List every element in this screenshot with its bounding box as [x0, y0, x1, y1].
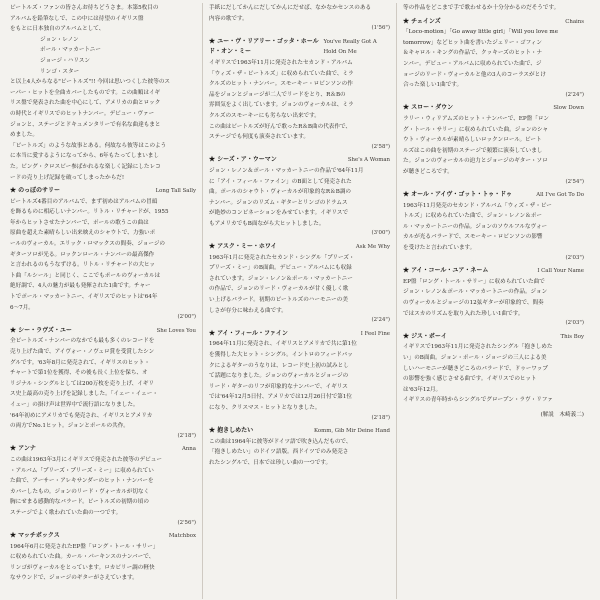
song-description-line: 胸にせまる感動的なバラード。ビートルズの初期の頃の: [10, 499, 149, 506]
song-description-line: の両方でNo.1ヒット。ジョンとポールの共作。: [10, 423, 129, 430]
song-description-line: チャートで第1位を獲得、その後も長く上位を保ち、オ: [10, 370, 148, 377]
song-duration: (2'18"): [371, 414, 390, 421]
song-description-line: 絶好調で、4人の魅力が最も発揮された1曲です。チャー: [10, 283, 151, 290]
song-description-line: なサウンドで、ジョージのギターがさえています。: [10, 575, 138, 582]
song-description-line: ＆キャロル・キングの作品で、クッキーズのヒット・ナ: [403, 50, 543, 57]
song-description-line: 年からヒットさせたナンバーで、ポールの歌うこの曲は: [10, 219, 149, 226]
song-description-line: は'63年12月。: [403, 386, 442, 393]
song-duration: (2'54"): [565, 178, 584, 185]
song-title-english: Ask Me Why: [355, 244, 390, 251]
song-description-line: ールのヴォーカル。エリック・ロマックスの間奏、ジョージの: [10, 241, 166, 248]
song-description-line: '64年初めにアメリカでも発売され、イギリスとアメリカ: [10, 412, 153, 419]
song-title-japanese: ★ スロー・ダウン: [403, 103, 453, 114]
song-title-japanese: ★ 抱きしめたい: [209, 426, 253, 437]
song-heading: [209, 329, 390, 340]
song-description-line: ビートルズ4番目のアルバムで、まず初めはアルバムの冒頭: [10, 198, 158, 205]
intro-line: の時代とイギリスでのヒットナンバー。デビュー・ヴァー: [10, 110, 155, 117]
song-description-line: に収められていた曲。カール・パーキンスのナンバーで、: [10, 554, 155, 561]
song-heading: [403, 332, 584, 343]
song-description-line: ナンバー。ジョンのリズム・ギターとリンゴのドラムス: [209, 199, 348, 206]
song-description-line: この曲はビートルズが好んで歌ったR＆B曲の代表作で、: [209, 123, 352, 130]
song-description-line: ルズはこの曲を初期のステージで頻繁に演奏していまし: [403, 147, 543, 154]
song-title-japanese: ★ シー・ラヴズ・ユー: [10, 326, 72, 337]
song-description-line: ウト・ヴォーカルが素晴らしいロックンロール。ビート: [403, 137, 542, 144]
member-name: ジョージ・ハリスン: [40, 57, 91, 64]
song-title-japanese: ★ アンナ: [10, 444, 36, 455]
song-description-line: イギリスで1963年11月に発売されたシングル「抱きしめた: [403, 344, 553, 351]
song-description-line: が聴きどころです。: [403, 168, 453, 175]
column-1: [8, 3, 202, 599]
song-duration: (2'00"): [177, 314, 196, 321]
song-description-line: リード・ギターのリフが印象的なナンバーで、イギリス: [209, 383, 348, 390]
song-title-japanese: ★ アイ・フィール・ファイン: [209, 329, 288, 340]
song-description-line: ステージでも何度も演奏されています。: [209, 134, 310, 141]
member-name: ジョン・レノン: [40, 36, 79, 43]
song-description-line: 1964年6月に発売されたEP盤「ロング・トール・サリー」: [10, 543, 159, 550]
song-description-line: 雰囲気をよく出しています。ジョンのヴォーカルは、ミラ: [209, 102, 354, 109]
member-name: リンゴ・スター: [40, 68, 80, 75]
song-description-line: 「抱きしめたい」のドイツ語版。西ドイツでのみ発売さ: [209, 449, 349, 456]
song-description-line: イギリスで1963年11月に発売されたセカンド・アルバム: [209, 59, 353, 66]
song-duration: (2'03"): [565, 254, 584, 261]
song-title-english: I Feel Fine: [360, 330, 390, 337]
song-title-english: Slow Down: [553, 105, 584, 112]
song-description-line: グ・トール・サリー」に収められていた曲。ジョンのシャ: [403, 126, 549, 133]
song-title-japanese: ★ オール・アイヴ・ゴット・トゥ・ドゥ: [403, 190, 512, 201]
song-entry: [403, 190, 584, 263]
song-duration: (2'24"): [565, 91, 584, 98]
intro-line: ーパー・ヒットを全曲カバーしたものです。この曲順はイギ: [10, 89, 161, 96]
song-description-line: プリーズ・ミー」のB面曲。デビュー・アルバムにも収録: [209, 265, 352, 272]
song-description-line: されています。ジョン・レノン＆ポール・マッカートニー: [209, 275, 353, 282]
intro-line: ビートルズ・ファンの皆さんお待ちどうさま。本第5枚目の: [10, 5, 159, 11]
song-entry: [403, 332, 584, 406]
song-title-japanese: ★ ジス・ボーイ: [403, 332, 447, 343]
song-description-line: い上げるバラード。初期のビートルズのハーモニーの美: [209, 297, 348, 304]
song-duration: (2'18"): [177, 432, 196, 439]
song-description-line: クルズのヒット・ナンバー。スモーキー・ロビンソンの作: [209, 81, 353, 88]
song-description-line: しいハーモニーが聴きどころのバラードで、ドゥーワップ: [403, 365, 548, 372]
intro: [10, 3, 196, 183]
song-description-line: を飾るものに相応しいナンバー。リトル・リチャードが、1955: [10, 209, 169, 216]
song-title-japanese: ★ ユー・ヴ・リアリー・ゴッタ・ホールド・オン・ミー: [209, 37, 323, 58]
song-description-line: ョージのリード・ヴォーカルと他の3人のコーラスがとけ: [403, 71, 546, 78]
song-title-english: You've Really Got A Hold On Me: [323, 38, 377, 56]
song-description-line: た。ジョンのヴォーカルの迫力とジョージのギター・ソロ: [403, 158, 548, 165]
song-title-english: Matchbox: [168, 533, 196, 540]
song-entry: [10, 186, 196, 323]
continued-text: [403, 3, 584, 14]
song-title-japanese: ★ のっぽのサリー: [10, 186, 60, 197]
song-description-line: と言われるのもうなずける。リトル・リチャードの大ヒッ: [10, 262, 155, 269]
member-name: ポール・マッカートニー: [40, 47, 101, 54]
continued-text: [209, 3, 390, 24]
song-duration: (2'58"): [371, 143, 390, 150]
song-description-line: この曲は1964年に彼等がドイツ語で吹き込んだもので、: [209, 438, 352, 445]
song-entry: [403, 103, 584, 187]
song-title-english: Komm, Gib Mir Deine Hand: [314, 428, 390, 435]
song-entry: [403, 17, 584, 101]
song-entry: [10, 531, 196, 584]
song-description-line: ギターソロが光る。ロックンロール・ナンバーの最高傑作: [10, 251, 155, 258]
song-heading: [209, 155, 390, 166]
song-description-line: が絶妙のコンビネーションをみせています。イギリスで: [209, 210, 349, 217]
song-entry: [10, 326, 196, 442]
song-duration: (3'00"): [371, 230, 390, 237]
song-heading: [209, 426, 390, 437]
song-list: [403, 17, 584, 406]
intro-line: と以上4人からなる"ビートルズ"!! 今回は思いつくした彼等のス: [10, 79, 171, 86]
song-description-line: ス史上最高の売り上げを記録しました。「イェー・イェー・: [10, 391, 158, 398]
song-heading: [10, 444, 196, 455]
song-description-line: リジナル・シングルとしては200万枚を売り上げ、イギリ: [10, 380, 155, 387]
song-title-japanese: ★ チェインズ: [403, 17, 441, 28]
continued-line: 等の作品をどこまで手で歌わせるか十分分かるのだそうです。: [403, 5, 560, 11]
song-description-line: 合った楽しい1曲です。: [403, 82, 463, 89]
continued-line: 内容の歌です。: [209, 15, 248, 22]
song-description-line: トルズ」に収められていた曲で、ジョン・レノン＆ポー: [403, 213, 543, 220]
song-entry: [209, 426, 390, 468]
song-heading: [209, 242, 390, 253]
song-description-line: 「Loco-motion」「Go away little girl」「Will you love me: [403, 29, 559, 36]
song-description-line: 原曲を超えた素晴らしい出来映えのシャウトで、力強いポ: [10, 230, 156, 237]
song-title-english: Long Tall Sally: [155, 188, 196, 195]
song-description-line: クによるギターのうなりは、レコード史上初の試みとし: [209, 362, 349, 369]
song-list: [10, 186, 196, 584]
song-description-line: ではスカのリズムを取り入れた珍しい1曲です。: [403, 310, 524, 317]
song-title-english: She Loves You: [156, 327, 196, 334]
song-duration: (2'03"): [565, 320, 584, 327]
song-heading: [10, 531, 196, 542]
intro-line: た。ビング・クロスビー参ばかれるな楽しく記録にしたレコ: [10, 163, 161, 170]
song-description-line: のヴォーカルとジョージの12弦ギターが印象的で、間奏: [403, 300, 544, 307]
song-description-line: た曲で、アーサー・アレキサンダーのヒット・ナンバーを: [10, 478, 154, 485]
song-description-line: 1963年11月発売のセカンド・アルバム「ウィズ・ザ・ビー: [403, 202, 552, 209]
intro-line: アルバムを鉛筆なしで、この中には待望のイギリス盤: [10, 15, 144, 22]
song-description-line: の作品で、ジョンのリード・ヴォーカルが甘く優しく歌: [209, 286, 349, 293]
song-description-line: 品をジョンとジョージが二人でリードをとり、R＆Bの: [209, 91, 346, 98]
song-description-line: ステージでよく歌われていた曲の一つです。: [10, 509, 122, 516]
song-description-line: 全ビートルズ・ナンバーのなかでも最も多くのレコードを: [10, 338, 155, 345]
song-title-japanese: ★ アイ・コール・ユア・ネーム: [403, 266, 488, 277]
song-description-line: い」のB面曲。ジョン・ポール・ジョージの三人による美: [403, 355, 547, 361]
song-duration: (2'56"): [177, 519, 196, 526]
song-description-line: 1963年1月に発売されたセカンド・シングル「プリーズ・: [209, 254, 355, 261]
song-description-line: グルです。'63年8月に発売されて、イギリスのヒット・: [10, 359, 150, 366]
song-entry: [403, 266, 584, 329]
intro-line: ードの売り上げ記録を破ってしまったからだ!: [10, 174, 125, 181]
song-description-line: この曲は1963年3月にイギリスで発売された彼等のデビュー: [10, 456, 162, 463]
song-description-line: では'64年12月5日付、アメリカでは12月26日付で第1位: [209, 394, 353, 401]
song-entry: [209, 329, 390, 423]
song-description-line: リンゴがヴォーカルをとっています。ロカビリー調の軽快: [10, 564, 155, 571]
song-heading: [403, 266, 584, 277]
song-list: [209, 37, 390, 469]
song-entry: [209, 37, 390, 153]
column-2: [202, 3, 396, 599]
song-title-english: Chains: [565, 18, 584, 25]
song-description-line: ンバー。デビュー・アルバムに収められていた曲で、ジ: [403, 60, 542, 67]
song-description-line: 「ウィズ・ザ・ビートルズ」に収められていた曲で、ミラ: [209, 70, 354, 77]
song-description-line: の影響を強く感じさせる曲です。イギリスでのヒット: [403, 376, 537, 383]
song-description-line: を獲得した大ヒット・シングル。イントロのフィードバッ: [209, 352, 353, 358]
song-heading: [403, 103, 584, 114]
song-description-line: ・アルバム「プリーズ・プリーズ・ミー」に収められてい: [10, 467, 154, 474]
song-title-japanese: ★ シーズ・ア・ウーマン: [209, 155, 277, 166]
song-duration: (2'24"): [371, 317, 390, 324]
song-description-line: ト曲「ルシール」と同じく、ここでもポールのヴォーカルは: [10, 272, 161, 279]
song-description-line: に「アイ・フィール・ファイン」のB面として発売された: [209, 178, 352, 185]
song-description-line: ジョン・レノン＆ポール・マッカートニーの作品で'64年11月: [209, 167, 364, 174]
song-title-english: All I've Got To Do: [536, 192, 584, 199]
song-description-line: れたシングルで、日本では珍しい曲の一つです。: [209, 459, 332, 466]
song-description-line: クルズのスモーキーにも劣らない出来です。: [209, 112, 320, 119]
song-description-line: イギリスの青年時からシングルでグロープン・ラヴ・リファ: [403, 397, 553, 404]
song-title-english: I Call Your Name: [537, 268, 584, 275]
intro-line: めました。: [10, 132, 38, 139]
song-description-line: 曲。ポールのシャウト・ヴォーカルが印象的なR＆B調の: [209, 189, 352, 196]
song-heading: [403, 190, 584, 201]
intro-line: リス盤で発表された曲を中心にして、アメリカの曲とロック: [10, 100, 161, 107]
song-entry: [209, 155, 390, 239]
continued-line: 手紙にだしてかんにだしてかんにだせば、なかなかセンスのある: [209, 5, 372, 11]
song-heading: [209, 37, 390, 58]
song-description-line: になり、クリスマス・ヒットとなりました。: [209, 404, 321, 411]
song-entry: [10, 444, 196, 528]
intro-line: 「ビートルズ」のような故事とある。何故なら彼等はこのよう: [10, 142, 167, 149]
intro-line: に本当に愛するようになってから、6年もたってしまいまし: [10, 153, 159, 160]
song-description-line: トでポール・マッカートニー、イギリスでのヒットは'64年: [10, 294, 158, 301]
song-title-japanese: ★ アスク・ミー・ホワイ: [209, 242, 277, 253]
song-title-english: This Boy: [560, 333, 584, 340]
song-entry: [209, 242, 390, 326]
song-description-line: EP盤「ロング・トール・サリー」に収められていた曲で: [403, 278, 545, 285]
column-3: [396, 3, 590, 599]
song-title-japanese: ★ マッチボックス: [10, 531, 60, 542]
song-description-line: しさが存分に味わえる曲です。: [209, 307, 287, 314]
song-description-line: イェー」の掛け声は世界中で流行語になりました。: [10, 401, 139, 408]
song-description-line: ラリー・ウィリアムズのヒット・ナンバーで、EP盤「ロン: [403, 115, 550, 122]
song-description-line: tomorrow」などヒット曲を書いたジェリー・ゴフィン: [403, 39, 542, 46]
song-description-line: 1964年11月に発売され、イギリスとアメリカで共に第1位: [209, 341, 357, 348]
song-description-line: 売り上げた曲で、アイヴォー・ノヴェロ賞を受賞したシン: [10, 349, 155, 355]
song-description-line: カバーしたもの。ジョンのリード・ヴォーカルが切なく: [10, 488, 150, 495]
song-description-line: て話題になりました。ジョンのヴォーカルとジョージの: [209, 373, 349, 380]
intro-line: ジョンと、ステージとドキュメンタリーで有名な曲達もまと: [10, 121, 161, 128]
song-description-line: もアメリカでもB面ながら大ヒットしました。: [209, 220, 325, 227]
song-title-english: Anna: [181, 446, 196, 453]
song-description-line: ル・マッカートニーの作品。ジョンのソウルフルなヴォー: [403, 223, 548, 230]
intro-line: をもとに日本独自のアルバムとして、: [10, 26, 105, 33]
song-description-line: ジョン・レノン＆ポール・マッカートニーの作品。ジョン: [403, 289, 548, 296]
song-description-line: カルが光るバラードで、スモーキー・ロビンソンの影響: [403, 234, 543, 241]
song-heading: [10, 326, 196, 337]
song-description-line: 6～7月。: [10, 304, 34, 311]
song-duration: (1'56"): [371, 25, 390, 32]
commentary-credit: (解説 木崎義二): [540, 411, 584, 418]
song-heading: [403, 17, 584, 28]
song-title-english: She's A Woman: [347, 157, 390, 164]
song-description-line: を受けたと言われています。: [403, 245, 476, 252]
song-heading: [10, 186, 196, 197]
